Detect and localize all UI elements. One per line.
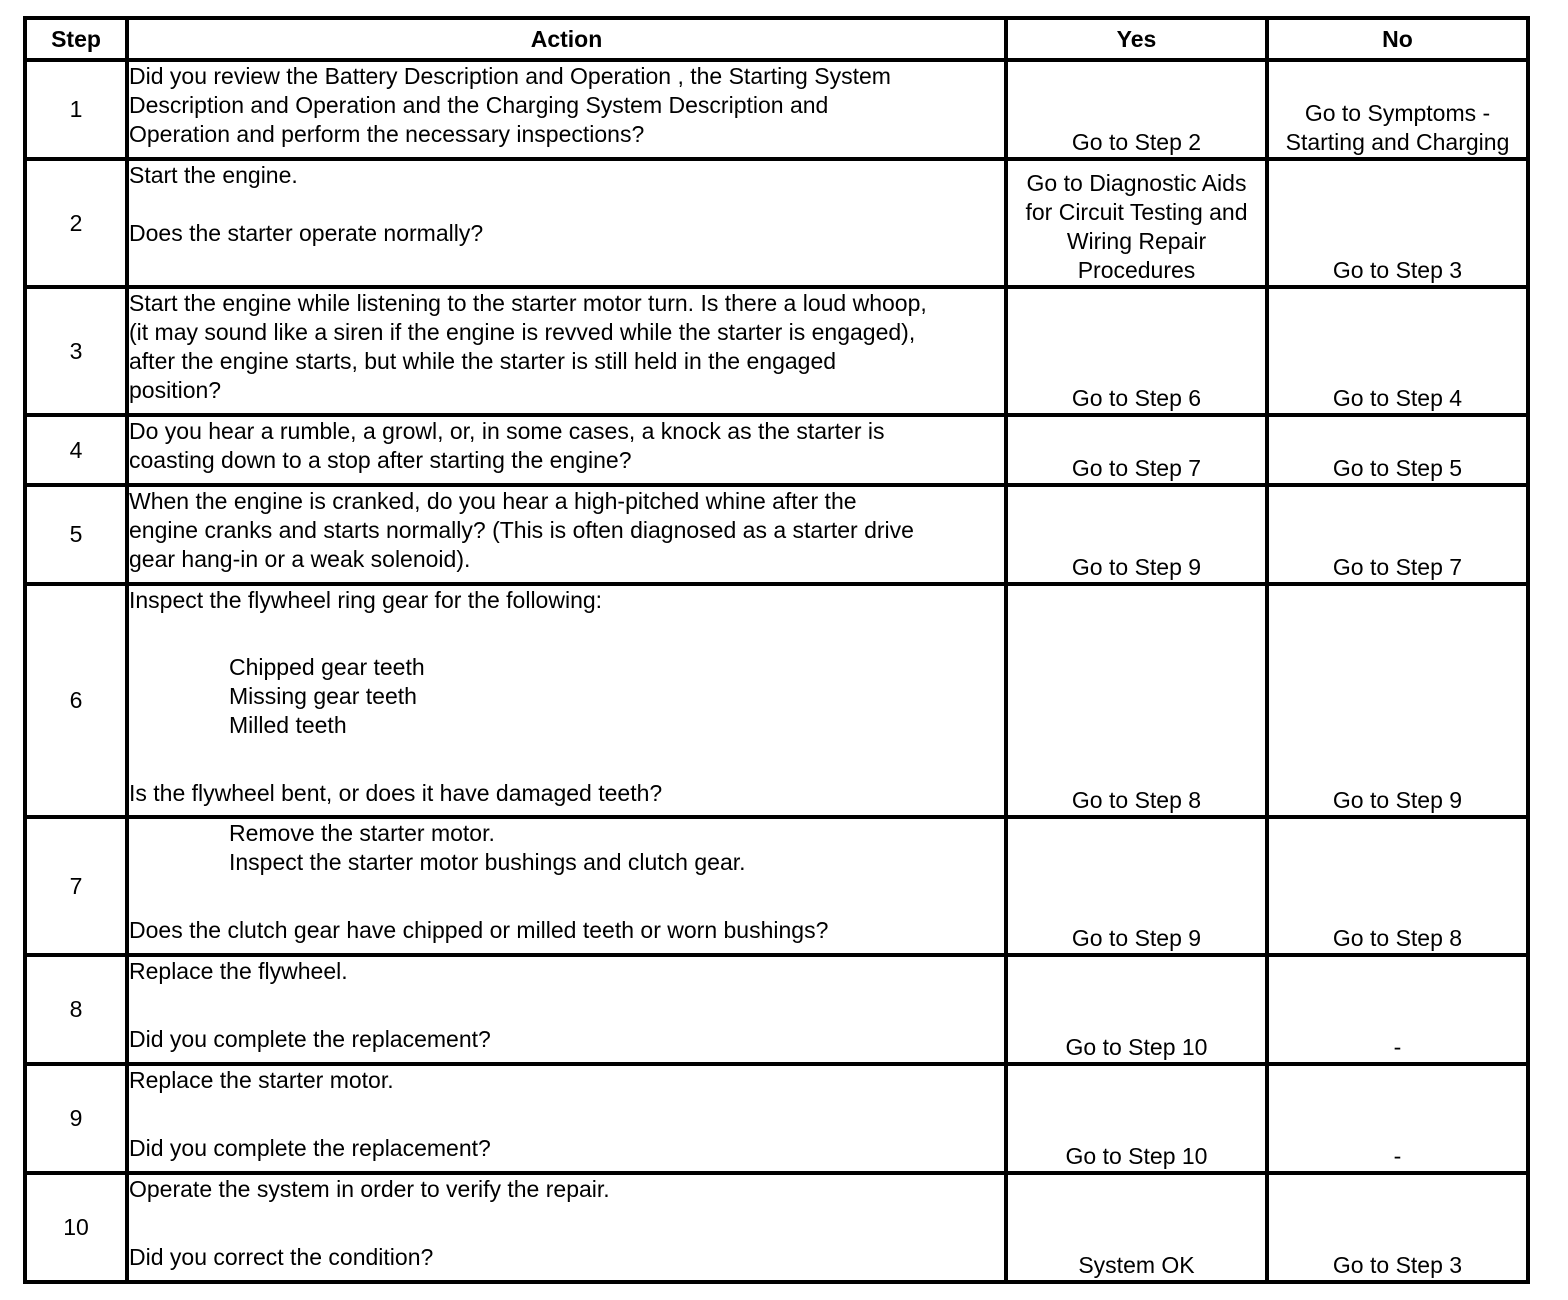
action-list-item: Inspect the starter motor bushings and clutch gear. [229,849,746,875]
table-row [25,159,1528,287]
action-cell [127,584,1006,817]
yes-text: Go to Step 2 [1071,129,1202,155]
table-row [25,485,1528,584]
step-number: 10 [25,1173,127,1282]
yes-cell [1006,1064,1267,1173]
action-text [129,740,1004,779]
diagnostic-table [23,16,1530,1284]
no-cell [1267,955,1528,1064]
action-text [129,877,1004,916]
no-text: Go to Step 9 [1332,787,1463,813]
no-cell [1267,60,1528,159]
yes-text: Go to Step 8 [1071,787,1202,813]
no-text: - [1393,1143,1402,1169]
action-text [129,1095,1004,1134]
no-text: Go to Step 8 [1332,925,1463,951]
action-text [129,1204,1004,1243]
no-cell [1267,584,1528,817]
action-text: When the engine is cranked, do you hear a high-pitched whine after the engine cranks and starts normally? (This is often diagnosed as a starter drive gear hang-in or a weak solenoid). [129,488,914,572]
no-cell [1267,485,1528,584]
action-cell [127,287,1006,415]
no-text: Go to Step 3 [1332,257,1463,283]
yes-text: Go to Step 10 [1065,1034,1208,1060]
action-text: Did you complete the replacement? [129,1026,491,1052]
table-row [25,287,1528,415]
step-number: 1 [25,60,127,159]
action-text: Does the clutch gear have chipped or milled teeth or worn bushings? [129,917,829,943]
yes-text: Go to Step 9 [1071,554,1202,580]
yes-text: Go to Diagnostic Aids for Circuit Testing and Wiring Repair Procedures [1025,170,1248,283]
table-row [25,1064,1528,1173]
header-yes: Yes [1006,18,1267,60]
action-text: Is the flywheel bent, or does it have damaged teeth? [129,780,663,806]
action-text: Do you hear a rumble, a growl, or, in some cases, a knock as the starter is coasting down to a stop after starting the engine? [129,418,885,473]
action-cell [127,1064,1006,1173]
step-number: 6 [25,584,127,817]
action-list-item: Chipped gear teeth [229,654,425,680]
no-cell [1267,287,1528,415]
yes-cell [1006,287,1267,415]
no-text: Go to Step 7 [1332,554,1463,580]
action-cell [127,1173,1006,1282]
yes-text: System OK [1078,1252,1195,1278]
table-row [25,1173,1528,1282]
no-text: Go to Step 5 [1332,455,1463,481]
action-text [129,986,1004,1025]
header-row [25,18,1528,60]
action-list-item: Remove the starter motor. [229,820,495,846]
action-text: Operate the system in order to verify the repair. [129,1176,610,1202]
table-row [25,955,1528,1064]
yes-text: Go to Step 6 [1071,385,1202,411]
step-number: 9 [25,1064,127,1173]
action-text [129,190,1004,219]
header-no: No [1267,18,1528,60]
no-text: Go to Symptoms - Starting and Charging [1285,100,1510,155]
no-cell [1267,159,1528,287]
action-text: Start the engine. [129,162,298,188]
no-cell [1267,1064,1528,1173]
action-list-item: Milled teeth [229,712,347,738]
yes-cell [1006,584,1267,817]
yes-cell [1006,159,1267,287]
action-cell [127,955,1006,1064]
action-text: Replace the flywheel. [129,958,348,984]
action-cell [127,485,1006,584]
step-number: 5 [25,485,127,584]
no-text: Go to Step 4 [1332,385,1463,411]
table-row [25,817,1528,955]
table-row [25,415,1528,485]
action-cell [127,817,1006,955]
no-text: - [1393,1034,1402,1060]
step-number: 3 [25,287,127,415]
action-text: Inspect the flywheel ring gear for the following: [129,587,603,613]
yes-cell [1006,817,1267,955]
no-text: Go to Step 3 [1332,1252,1463,1278]
step-number: 8 [25,955,127,1064]
action-list-item: Missing gear teeth [229,683,417,709]
action-text: Did you correct the condition? [129,1244,434,1270]
yes-text: Go to Step 10 [1065,1143,1208,1169]
yes-cell [1006,485,1267,584]
no-cell [1267,1173,1528,1282]
no-cell [1267,817,1528,955]
table-row [25,584,1528,817]
yes-cell [1006,60,1267,159]
header-step: Step [25,18,127,60]
step-number: 7 [25,817,127,955]
action-text: Did you review the Battery Description and Operation , the Starting System Description and Operation and the Charging System Description and Operation and perform the necessary inspections? [129,63,891,147]
table-row [25,60,1528,159]
step-number: 4 [25,415,127,485]
yes-cell [1006,415,1267,485]
step-number: 2 [25,159,127,287]
yes-text: Go to Step 7 [1071,455,1202,481]
action-cell [127,159,1006,287]
yes-cell [1006,955,1267,1064]
header-action: Action [127,18,1006,60]
yes-cell [1006,1173,1267,1282]
yes-text: Go to Step 9 [1071,925,1202,951]
action-text: Start the engine while listening to the starter motor turn. Is there a loud whoop, (it may sound like a siren if the engine is revved while the starter is engaged), after the engine starts, but while the starter is still held in the engaged position? [129,290,927,403]
no-cell [1267,415,1528,485]
action-text: Does the starter operate normally? [129,220,484,246]
action-cell [127,60,1006,159]
action-cell [127,415,1006,485]
action-text: Replace the starter motor. [129,1067,394,1093]
action-text: Did you complete the replacement? [129,1135,491,1161]
action-text [129,615,1004,653]
